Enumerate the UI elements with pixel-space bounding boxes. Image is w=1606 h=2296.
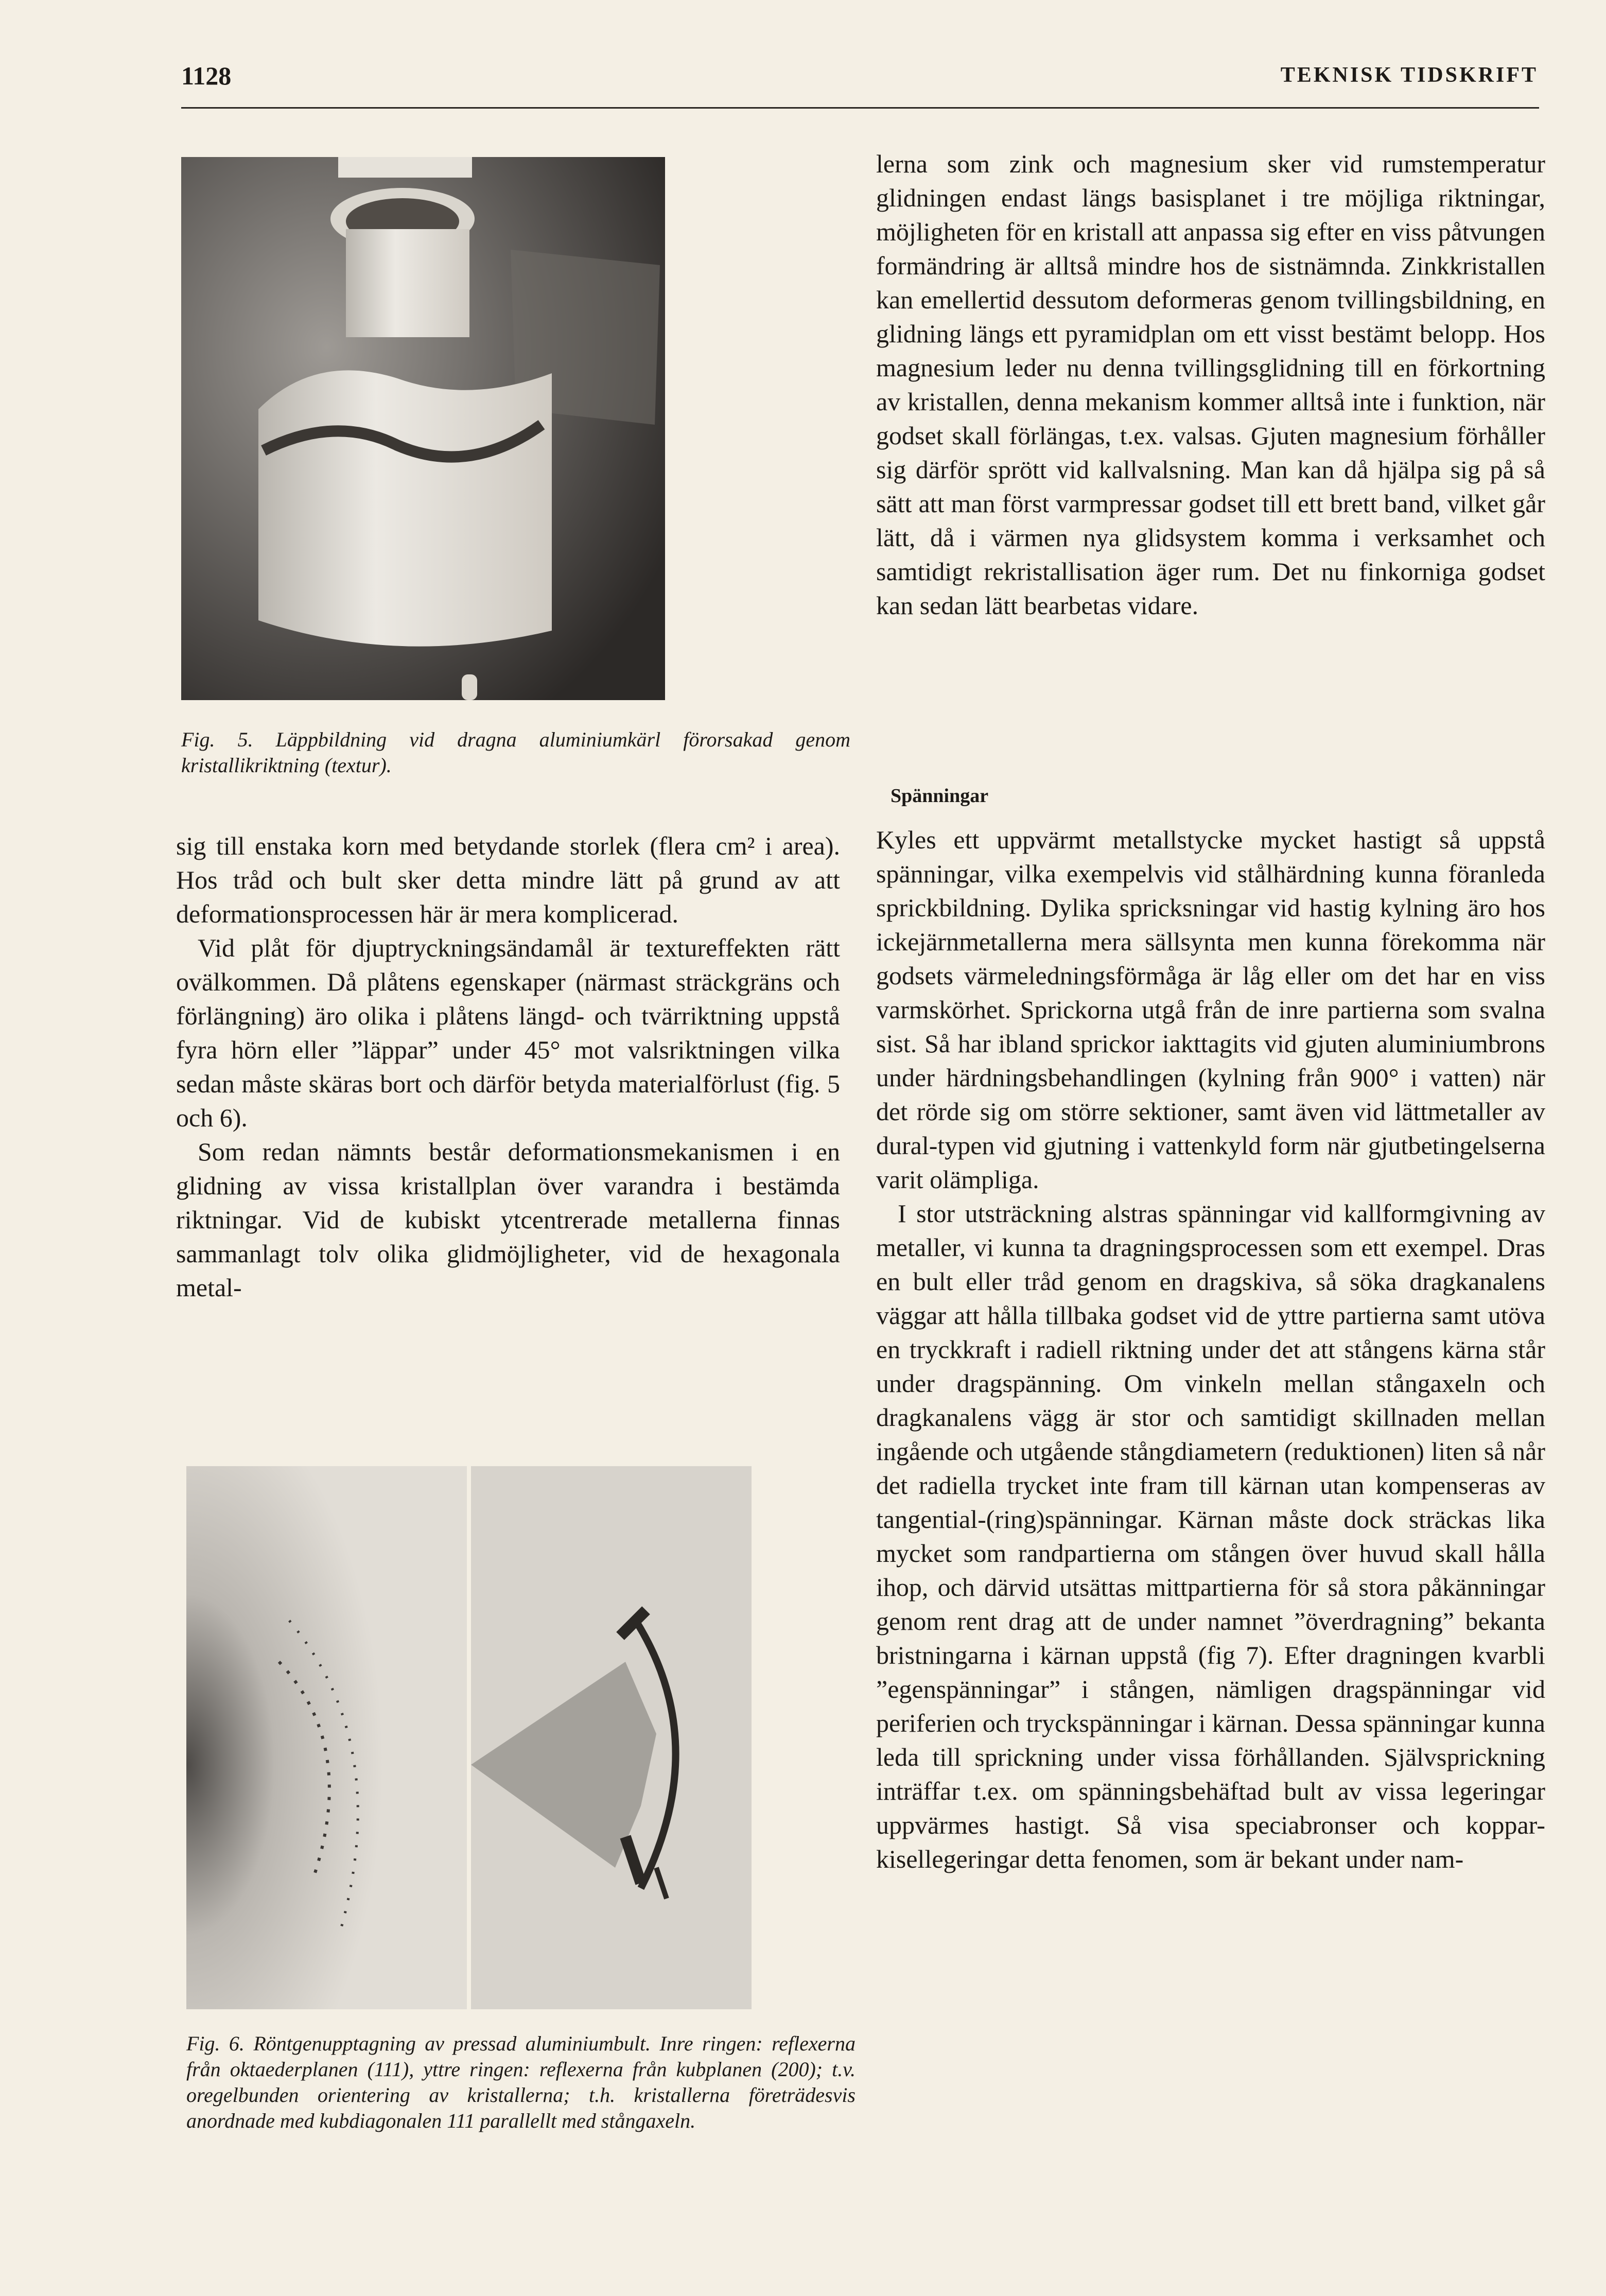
figure-6-caption: Fig. 6. Röntgenupptagning av pressad aluminiumbult. Inre ringen: reflexerna från oktaederplanen (111), yttre ringen: reflexerna från kubplanen (200); t.v. oregelbunden orientering av kristallerna; t.h. kristallerna företrädesvis anordnade med kubdiagonalen 111 parallellt med stångaxeln. xyxy=(186,2032,856,2132)
section-heading-spanningar: Spänningar xyxy=(891,785,989,807)
right-column-bottom xyxy=(876,823,1545,1876)
left-column xyxy=(176,829,840,1304)
header-rule xyxy=(181,107,1539,109)
figure-5-caption: Fig. 5. Läppbildning vid dragna aluminiumkärl förorsakad genom kristallikriktning (textur). xyxy=(181,728,850,777)
page-number: 1128 xyxy=(181,61,232,90)
right-column-top xyxy=(876,147,1545,622)
figure-6-right-photo xyxy=(471,1466,752,2009)
figure-6-left-photo xyxy=(186,1466,467,2009)
left-paragraph-2: Vid plåt för djuptryckningsändamål är texturеffekten rätt ovälkommen. Då plåtens egenskaper (närmast sträckgräns och förlängning) äro olika i plåtens längd- och tvärriktning uppstå fyra hörn eller ”läppar” under 45° mot valsriktningen vilka sedan måste skäras bort och därför betyda materialförlust (fig. 5 och 6). xyxy=(176,933,840,1132)
left-paragraph-1: sig till enstaka korn med betydande storlek (flera cm² i area). Hos tråd och bult sker detta mindre lätt på grund av att deformationsprocessen här är mera komplicerad. xyxy=(176,831,840,928)
right-paragraph-1: lerna som zink och magnesium sker vid rumstemperatur glidningen endast längs basisplanet i tre möjliga riktningar, möjligheten för en kristall att anpassa sig efter en viss påtvungen formändring är alltså mindre hos de sistnämnda. Zinkkristallen kan emellertid dessutom deformeras genom tvillingsbildning, en glidning längs ett pyramidplan om ett visst bestämt belopp. Hos magnesium leder nu denna tvillingsglidning till en förkortning av kristallen, denna mekanism kommer alltså inte i funktion, när godset skall förlängas, t.ex. valsas. Gjuten magnesium förhåller sig därför sprött vid kallvalsning. Man kan då hjälpa sig på så sätt att man först varmpressar godset till ett brett band, vilket går lätt, då i värmen nya glidsystem komma i verksamhet och samtidigt rekristallisation äger rum. Det nu finkorniga godset kan sedan lätt bearbetas vidare. xyxy=(876,149,1545,620)
figure-5-illustration xyxy=(181,157,665,700)
right-paragraph-2: Kyles ett uppvärmt metallstycke mycket hastigt så uppstå spänningar, vilka exempelvis vid stålhärdning kunna föranleda sprickbildning. Dylika spricksningar vid hastig kylning äro hos ickejärnmetallerna mera sällsynta men kunna förekomma när godsets värmeledningsförmåga är låg eller om det har en viss varmskörhet. Sprickorna utgå från de inre partierna som svalna sist. Så har ibland sprickor iakttagits vid gjuten aluminiumbrons under härdningsbehandlingen (kylning från 900° i vatten) när det rörde sig om större sektioner, samt även vid lättmetaller av dural-typen vid gjutning i vattenkyld form när gjutbetingelserna varit olämpliga. xyxy=(876,825,1545,1194)
figure-5-photo xyxy=(181,157,665,700)
xray-oriented-pattern xyxy=(471,1466,752,2009)
left-paragraph-3: Som redan nämnts består deformationsmekanismen i en glidning av vissa kristallplan över varandra i bestämda riktningar. Vid de kubiskt ytcentrerade metallerna finnas sammanlagt tolv olika glidmöjligheter, vid de hexagonala metal- xyxy=(176,1137,840,1302)
right-paragraph-3: I stor utsträckning alstras spänningar vid kallformgivning av metaller, vi kunna ta dragningsprocessen som ett exempel. Dras en bult eller tråd genom en dragskiva, så söka dragkanalens väggar att hålla tillbaka godset vid de yttre partierna samt utöva en tryckkraft i radiell riktning under det att stångens kärna står under dragspänning. Om vinkeln mellan stångaxeln och dragkanalens vägg är stor och samtidigt skillnaden mellan ingående och utgående stångdiametern (reduktionen) liten så når det radiella trycket inte fram till kärnan utan kompenseras av tangential-(ring)spänningar. Kärnan måste dock sträckas lika mycket som randpartierna om stången över huvud skall hålla ihop, och därvid utsättas mittpartierna för så stora påkänningar genom rent drag att de under namnet ”överdragning” bekanta bristningarna i kärnan uppstå (fig 7). Efter dragningen kvarbli ”egenspänningar” i stången, nämligen dragspänningar vid periferien och tryckspänningar i kärnan. Dessa spänningar kunna leda till sprickning under vissa förhållanden. Självsprickning inträffar t.ex. om spänningsbehäftad bult av vissa legeringar uppvärmes hastigt. Så visa speciabronser och koppar-kisellegeringar detta fenomen, som är bekant under nam- xyxy=(876,1199,1545,1873)
xray-irregular-pattern xyxy=(186,1466,467,2009)
journal-title: TEKNISK TIDSKRIFT xyxy=(1280,63,1538,87)
